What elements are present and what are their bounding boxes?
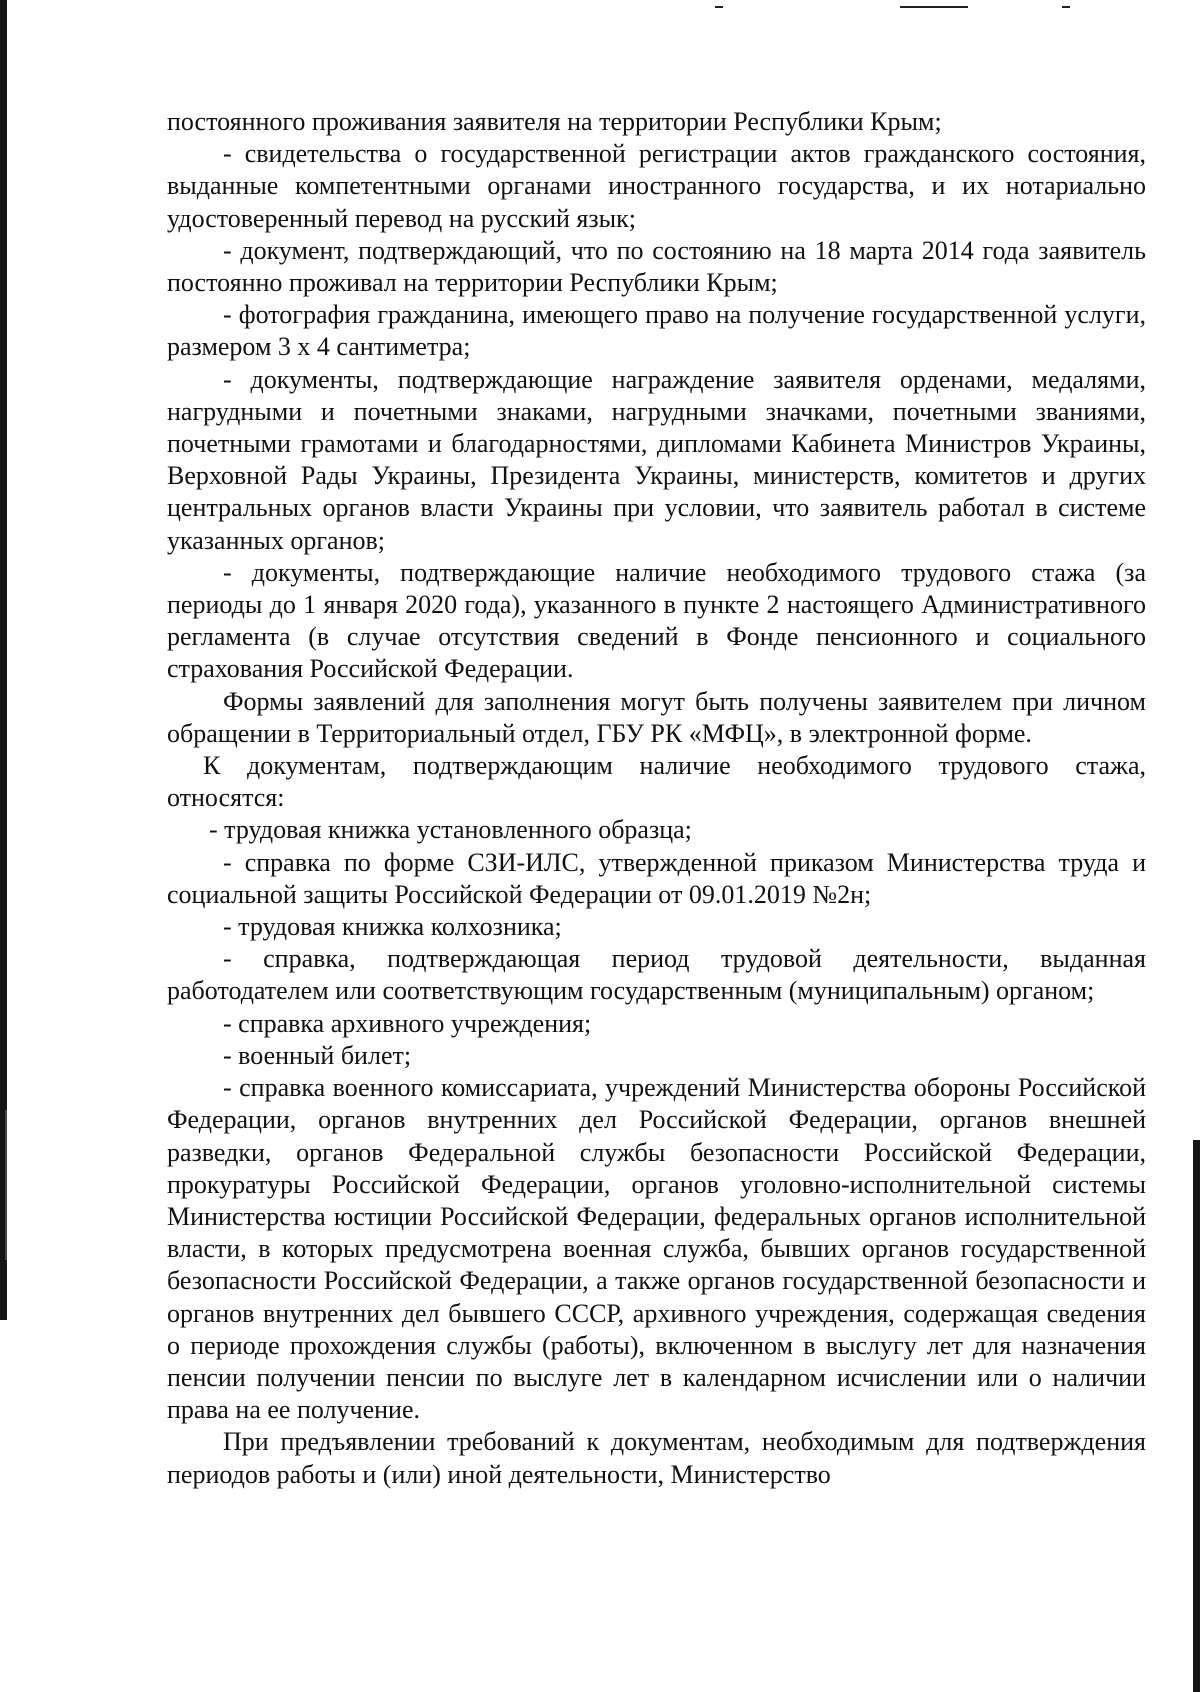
- paragraph: Формы заявлений для заполнения могут быть получены заявителем при личном обращении в Территориальный отдел, ГБУ РК «МФЦ», в электронной форме.: [167, 686, 1146, 748]
- paragraph: - документ, подтверждающий, что по состоянию на 18 марта 2014 года заявитель постоянно проживал на территории Республики Крым;: [167, 235, 1146, 298]
- paragraph: - справка, подтверждающая период трудовой деятельности, выданная работодателем или соответствующим государственным (муниципальным) органом;: [167, 944, 1146, 1006]
- paragraph: К документам, подтверждающим наличие необходимого трудового стажа, относятся:: [167, 751, 1146, 813]
- paragraph: - справка военного комиссариата, учреждений Министерства обороны Российской Федерации, органов внутренних дел Российской Федерации, органов внешней разведки, органов Федеральной службы безопасности Российской Федерации, прокуратуры Российской Федерации, органов уголовно-исполнительной системы Министерства юстиции Российской Федерации, федеральных органов исполнительной власти, в которых предусмотрена военная служба, бывших органов государственной безопасности Российской Федерации, а также органов государственной безопасности и органов внутренних дел бывшего СССР, архивного учреждения, содержащая сведения о периоде прохождения службы (работы), включенном в выслугу лет для назначения пенсии получении пенсии по выслуге лет в календарном исчислении или о наличии права на ее получение.: [167, 1073, 1146, 1425]
- paragraph: При предъявлении требований к документам, необходимым для подтверждения периодов работы и (или) иной деятельности, Министерство: [167, 1427, 1146, 1489]
- scan-edge-left-tail: [5, 1110, 7, 1260]
- scan-mark: [715, 6, 723, 8]
- scan-edge-right: [1193, 1140, 1200, 1692]
- paragraph: - документы, подтверждающие награждение заявителя орденами, медалями, нагрудными и почетными знаками, нагрудными значками, почетными званиями, почетными грамотами и благодарностями, дипломами Кабинета Министров Украины, Верховной Рады Украины, Президента Украины, министерств, комитетов и других центральных органов власти Украины при условии, что заявитель работал в системе указанных органов;: [167, 364, 1146, 555]
- paragraph: - трудовая книжка установленного образца;: [209, 815, 692, 845]
- paragraph: - трудовая книжка колхозника;: [223, 912, 562, 942]
- scan-mark: [1062, 6, 1070, 8]
- paragraph: - свидетельства о государственной регистрации актов гражданского состояния, выданные компетентными органами иностранного государства, и их нотариально удостоверенный перевод на русский язык;: [167, 139, 1146, 233]
- paragraph: - справка архивного учреждения;: [223, 1008, 592, 1038]
- paragraph: - военный билет;: [223, 1040, 412, 1070]
- paragraph: постоянного проживания заявителя на территории Республики Крым;: [167, 107, 942, 136]
- document-body: [167, 106, 1146, 1491]
- paragraph: - фотография гражданина, имеющего право на получение государственной услуги, размером 3 х 4 сантиметра;: [167, 300, 1146, 362]
- paragraph: - документы, подтверждающие наличие необходимого трудового стажа (за периоды до 1 января 2020 года), указанного в пункте 2 настоящего Административного регламента (в случае отсутствия сведений в Фонде пенсионного и социального страхования Российской Федерации.: [167, 557, 1146, 684]
- scan-mark: [900, 6, 968, 8]
- paragraph: - справка по форме СЗИ-ИЛС, утвержденной приказом Министерства труда и социальной защиты Российской Федерации от 09.01.2019 №2н;: [167, 847, 1146, 909]
